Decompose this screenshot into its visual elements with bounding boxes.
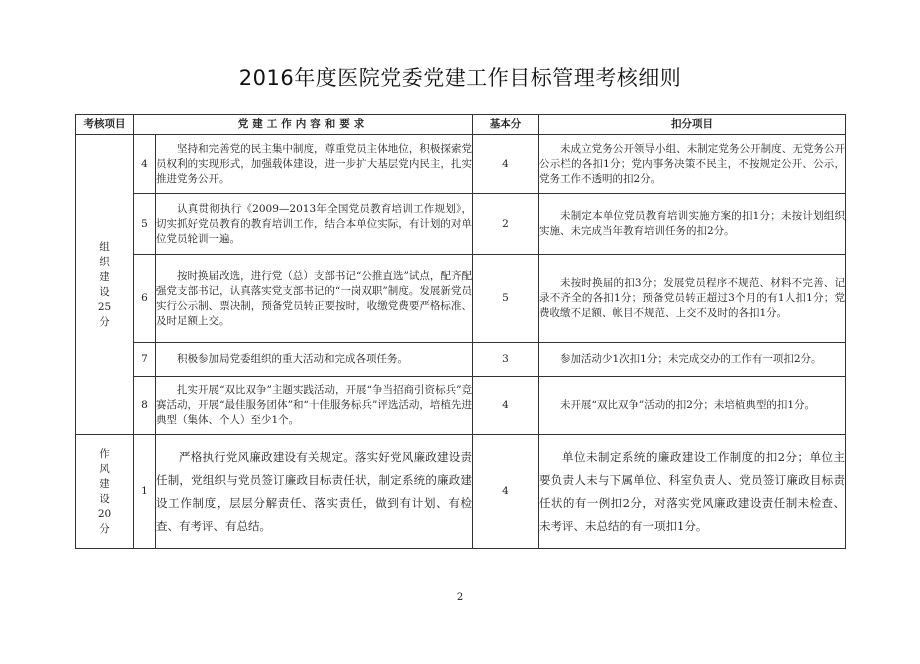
row-deduction: 未成立党务公开领导小组、未制定党务公开制度、无党务公开公示栏的各扣1分；党内事务决策不民主，不按规定公开、公示，党务工作不透明的扣2分。 xyxy=(539,135,846,194)
table-row xyxy=(76,255,846,343)
row-content: 积极参加局党委组织的重大活动和完成各项任务。 xyxy=(156,343,473,377)
row-number: 4 xyxy=(134,135,156,194)
row-score: 5 xyxy=(473,255,539,343)
header-content: 党建工作内容和要求 xyxy=(134,115,473,135)
header-category: 考核项目 xyxy=(76,115,134,135)
header-score: 基本分 xyxy=(473,115,539,135)
table-row xyxy=(76,135,846,194)
row-content: 认真贯彻执行《2009—2013年全国党员教育培训工作规划》，切实抓好党员教育的教育培训工作，结合本单位实际，有计划的对单位党员轮训一遍。 xyxy=(156,194,473,255)
row-score: 3 xyxy=(473,343,539,377)
row-deduction: 未制定本单位党员教育培训实施方案的扣1分；未按计划组织实施、未完成当年教育培训任务的扣2分。 xyxy=(539,194,846,255)
table-row xyxy=(76,343,846,377)
row-content: 按时换届改选，进行党（总）支部书记“公推直选”试点，配齐配强党支部书记，认真落实党支部书记的“一岗双职”制度。发展新党员实行公示制、票决制，预备党员转正要按时，收缴党费要严格标准、及时足额上交。 xyxy=(156,255,473,343)
page-number: 2 xyxy=(456,592,464,603)
table-header-row xyxy=(76,115,846,135)
row-deduction: 参加活动少1次扣1分；未完成交办的工作有一项扣2分。 xyxy=(539,343,846,377)
row-number: 1 xyxy=(134,435,156,549)
row-deduction: 单位未制定系统的廉政建设工作制度的扣2分；单位主要负责人未与下属单位、科室负责人、党员签订廉政目标责任状的有一例扣2分，对落实党风廉政建设责任制未检查、未考评、未总结的有一项扣1分。 xyxy=(539,435,846,549)
row-score: 4 xyxy=(473,377,539,435)
category-cell xyxy=(76,135,134,435)
row-score: 4 xyxy=(473,435,539,549)
table-row xyxy=(76,435,846,549)
table-row xyxy=(76,194,846,255)
row-number: 8 xyxy=(134,377,156,435)
header-deduction: 扣分项目 xyxy=(539,115,846,135)
row-content: 坚持和完善党的民主集中制度，尊重党员主体地位，积极探索党员权利的实现形式，加强载体建设，进一步扩大基层党内民主，扎实推进党务公开。 xyxy=(156,135,473,194)
category-label: 组 织 建 设 25 分 xyxy=(97,240,112,328)
row-number: 5 xyxy=(134,194,156,255)
category-label: 作 风 建 设 20 分 xyxy=(97,447,112,535)
row-number: 6 xyxy=(134,255,156,343)
row-content: 扎实开展“双比双争”主题实践活动，开展“争当招商引资标兵”竞赛活动，开展“最佳服务团体”和“十佳服务标兵”评选活动，培植先进典型（集体、个人）至少1个。 xyxy=(156,377,473,435)
page-title: 2016年度医院党委党建工作目标管理考核细则 xyxy=(238,66,682,90)
row-score: 4 xyxy=(473,135,539,194)
row-deduction: 未开展“双比双争”活动的扣2分；未培植典型的扣1分。 xyxy=(539,377,846,435)
category-cell xyxy=(76,435,134,549)
row-deduction: 未按时换届的扣3分；发展党员程序不规范、材料不完善、记录不齐全的各扣1分；预备党员转正超过3个月的有1人扣1分；党费收缴不足额、帐目不规范、上交不及时的各扣1分。 xyxy=(539,255,846,343)
row-score: 2 xyxy=(473,194,539,255)
row-number: 7 xyxy=(134,343,156,377)
row-content: 严格执行党风廉政建设有关规定。落实好党风廉政建设责任制，党组织与党员签订廉政目标责任状，制定系统的廉政建设工作制度，层层分解责任、落实责任，做到有计划、有检查、有考评、有总结。 xyxy=(156,435,473,549)
assessment-table xyxy=(75,114,846,549)
table-row xyxy=(76,377,846,435)
